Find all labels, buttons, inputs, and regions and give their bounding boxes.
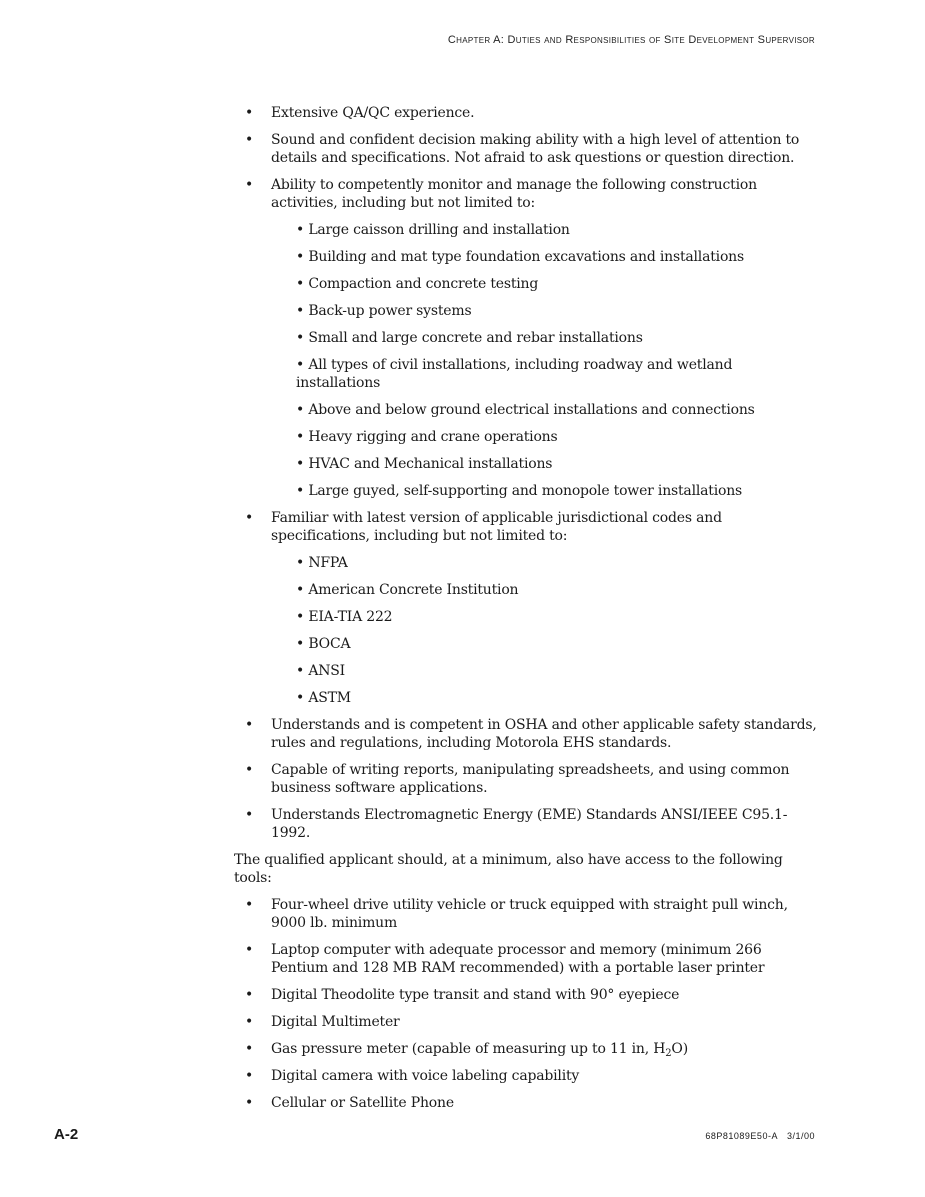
list-item: • Sound and confident decision making ability with a high level of attention to details and specifications. Not afraid to ask questions or question direction. [234, 131, 819, 167]
list-item [234, 1040, 819, 1058]
construction-activities-list [271, 221, 819, 500]
list-item-text: Familiar with latest version of applicable jurisdictional codes and specifications, including but not limited to: [271, 510, 722, 544]
sub-list-item: • EIA-TIA 222 [271, 608, 819, 626]
sub-list-item: • HVAC and Mechanical installations [271, 455, 819, 473]
chapter-header: Chapter A: Duties and Responsibilities of Site Development Supervisor [447, 34, 815, 46]
list-item: • Four-wheel drive utility vehicle or truck equipped with straight pull winch, 9000 lb. minimum [234, 896, 819, 932]
list-item-text: Ability to competently monitor and manage the following construction activities, including but not limited to: [271, 177, 757, 211]
list-item: • Digital Multimeter [234, 1013, 819, 1031]
sub-list-item: • ASTM [271, 689, 819, 707]
sub-list-item: • American Concrete Institution [271, 581, 819, 599]
sub-list-item: • NFPA [271, 554, 819, 572]
subscript-2: 2 [665, 1048, 672, 1059]
sub-list-item: • Large caisson drilling and installation [271, 221, 819, 239]
doc-date: 3/1/00 [786, 1131, 815, 1141]
document-id [705, 1131, 815, 1141]
sub-list-item: • Large guyed, self-supporting and monopole tower installations [271, 482, 819, 500]
list-item [234, 176, 819, 500]
qualifications-list [234, 104, 819, 842]
tools-list [234, 896, 819, 1112]
sub-list-item: • Back-up power systems [271, 302, 819, 320]
list-item: • Understands and is competent in OSHA and other applicable safety standards, rules and regulations, including Motorola EHS standards. [234, 716, 819, 752]
list-item: • Extensive QA/QC experience. [234, 104, 819, 122]
doc-number: 68P81089E50-A [705, 1131, 778, 1141]
sub-list-item: • Heavy rigging and crane operations [271, 428, 819, 446]
sub-list-item: • BOCA [271, 635, 819, 653]
page-number: A-2 [54, 1126, 79, 1143]
list-item [234, 509, 819, 707]
sub-list-item: • Above and below ground electrical installations and connections [271, 401, 819, 419]
tools-intro: The qualified applicant should, at a minimum, also have access to the following tools: [234, 852, 783, 886]
sub-list-item: • ANSI [271, 662, 819, 680]
sub-list-item: • Small and large concrete and rebar installations [271, 329, 819, 347]
sub-list-item: • Building and mat type foundation excavations and installations [271, 248, 819, 266]
list-item: • Digital Theodolite type transit and stand with 90° eyepiece [234, 986, 819, 1004]
list-item: • Laptop computer with adequate processor and memory (minimum 266 Pentium and 128 MB RAM recommended) with a portable laser printer [234, 941, 819, 977]
list-item: • Understands Electromagnetic Energy (EME) Standards ANSI/IEEE C95.1-1992. [234, 806, 819, 842]
sub-list-item: • All types of civil installations, including roadway and wetland installations [271, 356, 819, 392]
list-item: • Digital camera with voice labeling capability [234, 1067, 819, 1085]
gas-meter-text: Gas pressure meter (capable of measuring up to 11 in, H [271, 1041, 666, 1057]
sub-list-item: • Compaction and concrete testing [271, 275, 819, 293]
codes-list [271, 554, 819, 707]
page-body [234, 104, 819, 1121]
list-item: • Capable of writing reports, manipulating spreadsheets, and using common business software applications. [234, 761, 819, 797]
gas-meter-text-end: O) [671, 1041, 688, 1057]
list-item: • Cellular or Satellite Phone [234, 1094, 819, 1112]
